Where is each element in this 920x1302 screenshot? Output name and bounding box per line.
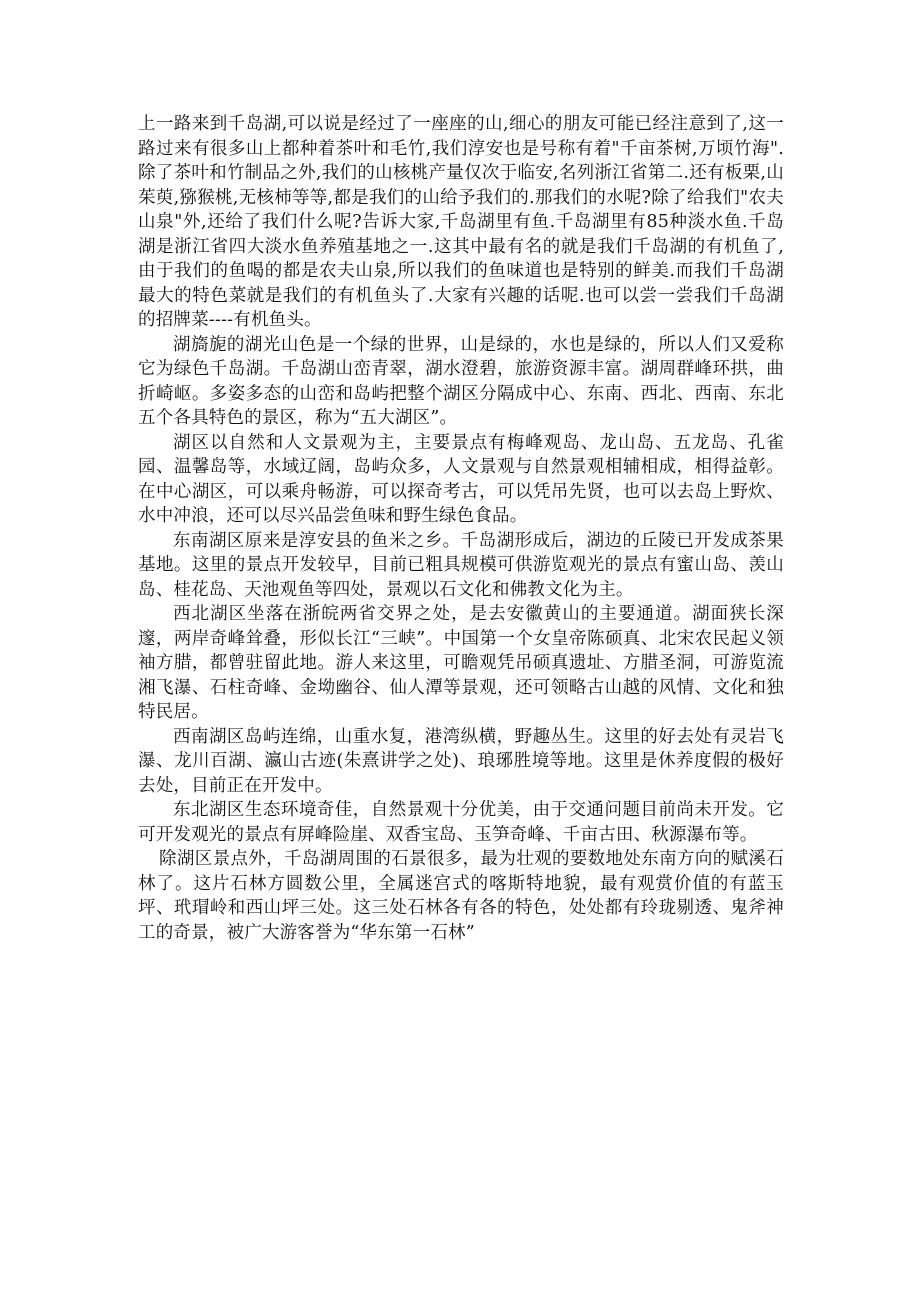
paragraph-green-lake: 湖旖旎的湖光山色是一个绿的世界，山是绿的，水也是绿的，所以人们又爱称它为绿色千岛湖。千岛湖山峦青翠，湖水澄碧，旅游资源丰富。湖周群峰环拱，曲折崎岖。多姿多态的山峦和岛屿把整个湖区分隔成中心、东南、西北、西南、东北五个各具特色的景区，称为“五大湖区”。 xyxy=(138,334,784,428)
document-body xyxy=(138,112,784,945)
paragraph-central-area: 湖区以自然和人文景观为主，主要景点有梅峰观岛、龙山岛、五龙岛、孔雀园、温馨岛等，水域辽阔，岛屿众多，人文景观与自然景观相辅相成，相得益彰。在中心湖区，可以乘舟畅游，可以探奇考古，可以凭吊先贤，也可以去岛上野炊、水中冲浪，还可以尽兴品尝鱼味和野生绿色食品。 xyxy=(138,432,784,526)
paragraph-northeast-area: 东北湖区生态环境奇佳，自然景观十分优美，由于交通问题目前尚未开发。它可开发观光的景点有屏峰险崖、双香宝岛、玉笋奇峰、千亩古田、秋源瀑布等。 xyxy=(138,800,784,845)
paragraph-northwest-area: 西北湖区坐落在浙皖两省交界之处，是去安徽黄山的主要通道。湖面狭长深邃，两岸奇峰耸叠，形似长江“三峡”。中国第一个女皇帝陈硕真、北宋农民起义领袖方腊，都曾驻留此地。游人来这里，可瞻观凭吊硕真遗址、方腊圣洞，可游览流湘飞瀑、石柱奇峰、金坳幽谷、仙人潭等景观，还可领略古山越的风情、文化和独特民居。 xyxy=(138,604,784,722)
paragraph-stone-forest: 除湖区景点外，千岛湖周围的石景很多，最为壮观的要数地处东南方向的赋溪石林了。这片石林方圆数公里，全属迷宫式的喀斯特地貌，最有观赏价值的有蓝玉坪、玳瑁岭和西山坪三处。这三处石林各有各的特色，处处都有玲珑剔透、鬼斧神工的奇景，被广大游客誉为“华东第一石林” xyxy=(138,849,784,943)
paragraph-southeast-area: 东南湖区原来是淳安县的鱼米之乡。千岛湖形成后，湖边的丘陵已开发成茶果基地。这里的景点开发较早，目前已粗具规模可供游览观光的景点有蜜山岛、羡山岛、桂花岛、天池观鱼等四处，景观以石文化和佛教文化为主。 xyxy=(138,530,784,600)
paragraph-intro: 上一路来到千岛湖,可以说是经过了一座座的山,细心的朋友可能已经注意到了,这一路过来有很多山上都种着茶叶和毛竹,我们淳安也是号称有着"千亩茶树,万顷竹海".除了茶叶和竹制品之外,我们的山核桃产量仅次于临安,名列浙江省第二.还有板栗,山茱萸,猕猴桃,无核柿等等,都是我们的山给予我们的.那我们的水呢?除了给我们"农夫山泉"外,还给了我们什么呢?告诉大家,千岛湖里有鱼.千岛湖里有85种淡水鱼.千岛湖是浙江省四大淡水鱼养殖基地之一.这其中最有名的就是我们千岛湖的有机鱼了,由于我们的鱼喝的都是农夫山泉,所以我们的鱼味道也是特别的鲜美.而我们千岛湖最大的特色菜就是我们的有机鱼头了.大家有兴趣的话呢.也可以尝一尝我们千岛湖的招牌菜----有机鱼头。 xyxy=(138,114,784,330)
paragraph-southwest-area: 西南湖区岛屿连绵，山重水复，港湾纵横，野趣丛生。这里的好去处有灵岩飞瀑、龙川百湖、瀛山古迹(朱熹讲学之处)、琅琊胜境等地。这里是休养度假的极好去处，目前正在开发中。 xyxy=(138,726,784,796)
